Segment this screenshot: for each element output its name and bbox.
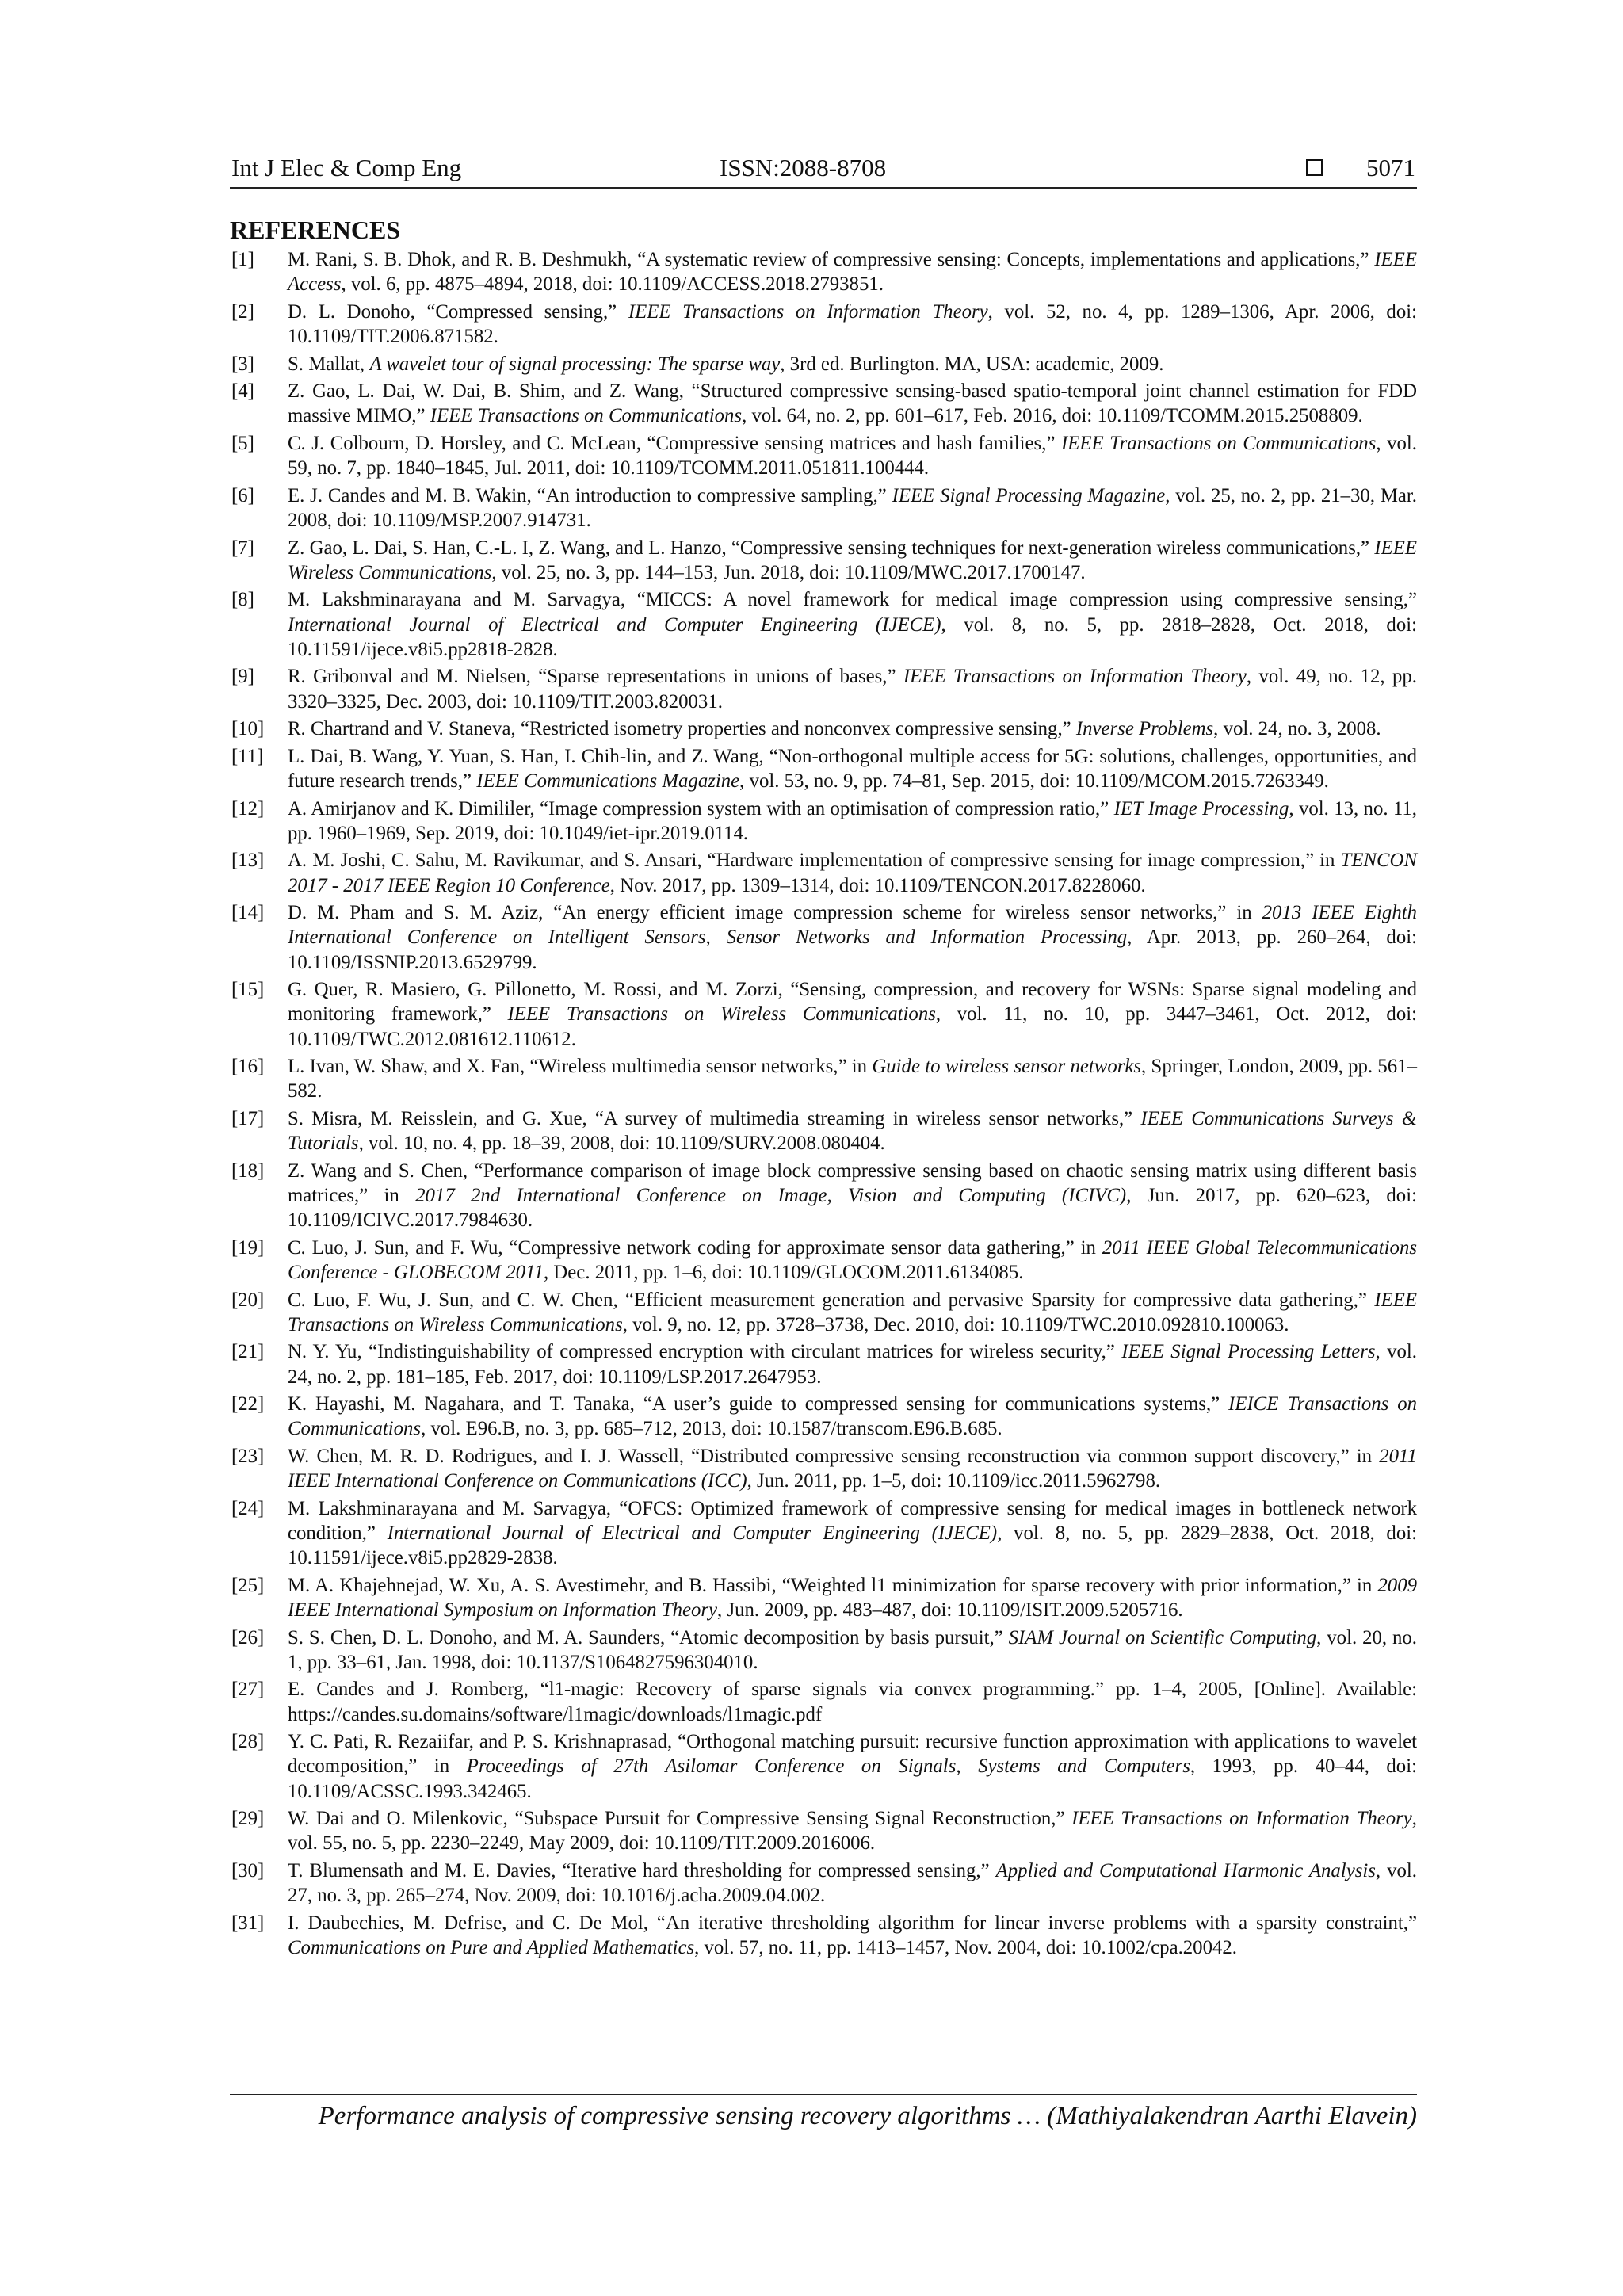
reference-segment: , Jun. 2017, pp. 620–623, doi: 10.1109/ICIVC.2017.7984630. (288, 1184, 1417, 1232)
reference-number: [6] (231, 484, 254, 506)
reference-text (288, 379, 1417, 428)
reference-text (288, 977, 1417, 1052)
reference-segment: Y. C. Pati, R. Rezaiifar, and P. S. Krishnaprasad, “Orthogonal matching pursuit: recursive function approximation with applications to wavelet decomposition,” in (288, 1731, 1417, 1778)
reference-number: [22] (231, 1393, 265, 1415)
reference-number: [2] (231, 300, 254, 323)
reference-text (288, 1392, 1417, 1441)
reference-segment: S. Mallat, (288, 353, 370, 375)
reference-segment: , vol. 27, no. 3, pp. 265–274, Nov. 2009, doi: 10.1016/j.acha.2009.04.002. (288, 1859, 1417, 1907)
reference-segment: M. Lakshminarayana and M. Sarvagya, “MICCS: A novel framework for medical image compression using compressive sensing,” (288, 589, 1417, 611)
reference-venue: 2011 IEEE Global Telecommunications Conference - GLOBECOM 2011 (288, 1236, 1417, 1283)
reference-venue: IEEE Access (288, 249, 1417, 296)
reference-segment: M. Lakshminarayana and M. Sarvagya, “OFCS: Optimized framework of compressive sensing for medical images in bottleneck network condition,” (288, 1497, 1417, 1544)
reference-segment: I. Daubechies, M. Defrise, and C. De Mol, “An iterative thresholding algorithm for linear inverse problems with a sparsity constraint,” (288, 1912, 1417, 1934)
reference-segment: , vol. 55, no. 5, pp. 2230–2249, May 2009, doi: 10.1109/TIT.2009.2016006. (288, 1808, 1417, 1855)
reference-number: [19] (231, 1236, 265, 1259)
reference-text (288, 1859, 1417, 1908)
reference-number: [18] (231, 1159, 265, 1182)
reference-segment: , vol. 13, no. 11, pp. 1960–1969, Sep. 2019, doi: 10.1049/iet-ipr.2019.0114. (288, 797, 1417, 844)
reference-segment: E. J. Candes and M. B. Wakin, “An introduction to compressive sampling,” (288, 484, 892, 506)
reference-venue: 2011 IEEE International Conference on Communications (ICC) (288, 1445, 1417, 1492)
reference-venue: Communications on Pure and Applied Mathematics (288, 1936, 695, 1958)
reference-segment: , Springer, London, 2009, pp. 561–582. (288, 1056, 1417, 1102)
reference-segment: , Jun. 2011, pp. 1–5, doi: 10.1109/icc.2011.5962798. (747, 1470, 1161, 1492)
reference-segment: , vol. 10, no. 4, pp. 18–39, 2008, doi: 10.1109/SURV.2008.080404. (358, 1133, 885, 1155)
reference-text (288, 483, 1417, 533)
reference-venue: IEEE Transactions on Information Theory (903, 666, 1247, 688)
reference-number: [10] (231, 718, 265, 740)
reference-text (288, 716, 1417, 741)
reference-segment: C. Luo, J. Sun, and F. Wu, “Compressive network coding for approximate sensor data gathering,” in (288, 1236, 1102, 1259)
reference-venue: IEEE Signal Processing Letters (1121, 1341, 1376, 1363)
reference-number: [25] (231, 1574, 265, 1596)
reference-number: [15] (231, 979, 265, 1001)
reference-text (288, 848, 1417, 897)
reference-text (288, 1159, 1417, 1233)
reference-segment: , vol. 64, no. 2, pp. 601–617, Feb. 2016, doi: 10.1109/TCOMM.2015.2508809. (742, 405, 1363, 427)
reference-segment: , 3rd ed. Burlington. MA, USA: academic, 2009. (780, 353, 1164, 375)
reference-segment: W. Chen, M. R. D. Rodrigues, and I. J. Wassell, “Distributed compressive sensing reconstruction via common support discovery,” in (288, 1445, 1380, 1467)
reference-number: [27] (231, 1679, 265, 1701)
reference-number: [16] (231, 1056, 265, 1078)
reference-venue: International Journal of Electrical and Computer Engineering (IJECE) (387, 1522, 998, 1544)
reference-venue: IEEE Transactions on Communications (430, 405, 743, 427)
reference-segment: , vol. 6, pp. 4875–4894, 2018, doi: 10.1109/ACCESS.2018.2793851. (341, 273, 884, 296)
reference-item (230, 1806, 1417, 1855)
reference-number: [9] (231, 666, 254, 688)
reference-item (230, 977, 1417, 1052)
reference-number: [31] (231, 1912, 265, 1934)
reference-text (288, 664, 1417, 713)
reference-venue: IEEE Transactions on Wireless Communications (288, 1289, 1417, 1335)
reference-item (230, 300, 1417, 349)
reference-venue: 2009 IEEE International Symposium on Information Theory (288, 1574, 1417, 1621)
reference-segment: L. Ivan, W. Shaw, and X. Fan, “Wireless multimedia sensor networks,” in (288, 1056, 873, 1078)
reference-venue: IEEE Wireless Communications (288, 537, 1417, 583)
reference-venue: SIAM Journal on Scientific Computing (1008, 1626, 1317, 1648)
reference-text (288, 1444, 1417, 1493)
reference-number: [8] (231, 589, 254, 611)
reference-text (288, 900, 1417, 975)
reference-item (230, 1496, 1417, 1571)
reference-segment: W. Dai and O. Milenkovic, “Subspace Pursuit for Compressive Sensing Signal Reconstruction,” (288, 1808, 1072, 1830)
reference-venue: Proceedings of 27th Asilomar Conference on Signals, Systems and Computers (466, 1755, 1190, 1778)
reference-segment: N. Y. Yu, “Indistinguishability of compressed encryption with circulant matrices for wireless security,” (288, 1341, 1122, 1363)
reference-item (230, 1339, 1417, 1389)
reference-segment: , vol. 57, no. 11, pp. 1413–1457, Nov. 2004, doi: 10.1002/cpa.20042. (694, 1936, 1237, 1958)
reference-segment: A. Amirjanov and K. Dimililer, “Image compression system with an optimisation of compression ratio,” (288, 797, 1114, 819)
reference-segment: , vol. 8, no. 5, pp. 2829–2838, Oct. 2018, doi: 10.11591/ijece.v8i5.pp2829-2838. (288, 1522, 1417, 1569)
reference-segment: S. Misra, M. Reisslein, and G. Xue, “A survey of multimedia streaming in wireless sensor networks,” (288, 1107, 1141, 1129)
reference-segment: , vol. 11, no. 10, pp. 3447–3461, Oct. 2012, doi: 10.1109/TWC.2012.081612.110612. (288, 1003, 1417, 1050)
page-footer: Performance analysis of compressive sensing recovery algorithms … (Mathiyalakendran Aarthi Elavein) (230, 2094, 1417, 2131)
reference-segment: , vol. 8, no. 5, pp. 2818–2828, Oct. 2018, doi: 10.11591/ijece.v8i5.pp2818-2828. (288, 613, 1417, 660)
reference-item (230, 483, 1417, 533)
reference-segment: L. Dai, B. Wang, Y. Yuan, S. Han, I. Chih-lin, and Z. Wang, “Non-orthogonal multiple access for 5G: solutions, challenges, opportunities, and future research trends,” (288, 745, 1417, 792)
reference-venue: 2013 IEEE Eighth International Conference on Intelligent Sensors, Sensor Networks and Information Processing (288, 902, 1418, 949)
reference-segment: , vol. 59, no. 7, pp. 1840–1845, Jul. 2011, doi: 10.1109/TCOMM.2011.051811.100444. (288, 432, 1417, 479)
reference-number: [24] (231, 1497, 265, 1519)
reference-text (288, 300, 1417, 349)
reference-item (230, 797, 1417, 846)
reference-item (230, 1911, 1417, 1960)
reference-text (288, 1236, 1417, 1285)
reference-segment: Z. Wang and S. Chen, “Performance comparison of image block compressive sensing based on chaotic sensing matrix using different basis matrices,” in (288, 1159, 1417, 1206)
reference-segment: , Jun. 2009, pp. 483–487, doi: 10.1109/ISIT.2009.5205716. (717, 1599, 1183, 1621)
reference-segment: , vol. 9, no. 12, pp. 3728–3738, Dec. 2010, doi: 10.1109/TWC.2010.092810.100063. (622, 1313, 1289, 1335)
reference-number: [23] (231, 1445, 265, 1467)
reference-number: [12] (231, 797, 265, 819)
reference-venue: IET Image Processing (1113, 797, 1289, 819)
reference-segment: D. M. Pham and S. M. Aziz, “An energy efficient image compression scheme for wireless sensor networks,” in (288, 902, 1262, 924)
reference-segment: A. M. Joshi, C. Sahu, M. Ravikumar, and S. Ansari, “Hardware implementation of compressive sensing for image compression,” in (288, 850, 1341, 872)
reference-segment: , vol. 24, no. 2, pp. 181–185, Feb. 2017, doi: 10.1109/LSP.2017.2647953. (288, 1341, 1417, 1388)
reference-item (230, 900, 1417, 975)
reference-segment: , vol. 25, no. 2, pp. 21–30, Mar. 2008, doi: 10.1109/MSP.2007.914731. (288, 484, 1417, 531)
reference-text (288, 1806, 1417, 1855)
journal-name: Int J Elec & Comp Eng (231, 154, 462, 181)
reference-item (230, 352, 1417, 376)
reference-item (230, 716, 1417, 741)
reference-venue: IEICE Transactions on Communications (288, 1393, 1417, 1440)
reference-number: [4] (231, 380, 254, 403)
reference-segment: C. J. Colbourn, D. Horsley, and C. McLean, “Compressive sensing matrices and hash families,” (288, 432, 1061, 454)
reference-text (288, 431, 1417, 480)
reference-segment: C. Luo, F. Wu, J. Sun, and C. W. Chen, “Efficient measurement generation and pervasive Sparsity for compressive data gathering,” (288, 1289, 1375, 1311)
reference-item (230, 247, 1417, 296)
reference-segment: , Dec. 2011, pp. 1–6, doi: 10.1109/GLOCOM.2011.6134085. (544, 1261, 1024, 1283)
reference-segment: K. Hayashi, M. Nagahara, and T. Tanaka, “A user’s guide to compressed sensing for communications systems,” (288, 1393, 1229, 1415)
reference-item (230, 1159, 1417, 1233)
reference-text (288, 1729, 1417, 1804)
reference-item (230, 1054, 1417, 1103)
reference-number: [7] (231, 537, 254, 559)
page-header (230, 152, 1417, 189)
reference-number: [21] (231, 1341, 265, 1363)
reference-text (288, 352, 1417, 376)
reference-segment: T. Blumensath and M. E. Davies, “Iterative hard thresholding for compressed sensing,” (288, 1859, 996, 1881)
reference-venue: IEEE Transactions on Communications (1060, 432, 1377, 454)
reference-item (230, 1236, 1417, 1285)
reference-item (230, 664, 1417, 713)
reference-segment: R. Chartrand and V. Staneva, “Restricted isometry properties and nonconvex compressive sensing,” (288, 718, 1076, 740)
reference-venue: IEEE Transactions on Information Theory (1071, 1808, 1412, 1830)
checkbox-square-icon (1306, 159, 1323, 176)
reference-number: [30] (231, 1859, 265, 1881)
reference-venue: International Journal of Electrical and Computer Engineering (IJECE) (288, 613, 941, 636)
reference-text (288, 587, 1417, 662)
reference-item (230, 1859, 1417, 1908)
reference-segment: R. Gribonval and M. Nielsen, “Sparse representations in unions of bases,” (288, 666, 903, 688)
reference-venue: 2017 2nd International Conference on Image, Vision and Computing (ICIVC) (415, 1184, 1127, 1206)
reference-number: [20] (231, 1289, 265, 1311)
reference-item (230, 1573, 1417, 1622)
reference-segment: M. Rani, S. B. Dhok, and R. B. Deshmukh, “A systematic review of compressive sensing: Concepts, implementations and applications,” (288, 249, 1375, 270)
reference-segment: , vol. 52, no. 4, pp. 1289–1306, Apr. 2006, doi: 10.1109/TIT.2006.871582. (288, 300, 1417, 347)
reference-text (288, 1339, 1417, 1389)
reference-text (288, 1626, 1417, 1675)
issn-label: ISSN:2088-8708 (720, 154, 887, 181)
reference-venue: Applied and Computational Harmonic Analysis (995, 1859, 1376, 1881)
reference-number: [11] (231, 745, 264, 767)
reference-segment: , Nov. 2017, pp. 1309–1314, doi: 10.1109/TENCON.2017.8228060. (609, 874, 1146, 896)
reference-item (230, 536, 1417, 585)
reference-segment: , vol. 24, no. 3, 2008. (1213, 718, 1381, 740)
reference-number: [13] (231, 850, 265, 872)
reference-segment: S. S. Chen, D. L. Donoho, and M. A. Saunders, “Atomic decomposition by basis pursuit,” (288, 1626, 1009, 1648)
reference-item (230, 1392, 1417, 1441)
reference-segment: M. A. Khajehnejad, W. Xu, A. S. Avestimehr, and B. Hassibi, “Weighted l1 minimization for sparse recovery with prior information,” in (288, 1574, 1378, 1596)
reference-item (230, 1677, 1417, 1726)
reference-segment: E. Candes and J. Romberg, “l1-magic: Recovery of sparse signals via convex programming.” pp. 1–4, 2005, [Online]. Available: https://candes.su.domains/software/l1magic/downloads/l1magic.pdf (288, 1679, 1417, 1725)
reference-item (230, 379, 1417, 428)
reference-segment: Z. Gao, L. Dai, S. Han, C.-L. I, Z. Wang, and L. Hanzo, “Compressive sensing techniques for next-generation wireless communications,” (288, 537, 1375, 559)
reference-segment: , 1993, pp. 40–44, doi: 10.1109/ACSSC.1993.342465. (288, 1755, 1417, 1802)
reference-list (230, 247, 1417, 1963)
reference-number: [17] (231, 1107, 265, 1129)
reference-venue: IEEE Transactions on Information Theory (628, 300, 988, 323)
reference-text (288, 1911, 1417, 1960)
reference-item (230, 744, 1417, 793)
reference-text (288, 1054, 1417, 1103)
reference-segment: , vol. 49, no. 12, pp. 3320–3325, Dec. 2003, doi: 10.1109/TIT.2003.820031. (288, 666, 1417, 712)
reference-number: [3] (231, 353, 254, 375)
reference-text (288, 1106, 1417, 1156)
reference-text (288, 1288, 1417, 1337)
reference-item (230, 587, 1417, 662)
reference-segment: , vol. 20, no. 1, pp. 33–61, Jan. 1998, doi: 10.1137/S1064827596304010. (288, 1626, 1417, 1673)
reference-segment: G. Quer, R. Masiero, G. Pillonetto, M. Rossi, and M. Zorzi, “Sensing, compression, and recovery for WSNs: Sparse signal modeling and monitoring framework,” (288, 979, 1417, 1026)
reference-item (230, 1729, 1417, 1804)
reference-number: [28] (231, 1731, 265, 1753)
reference-text (288, 536, 1417, 585)
page-number: 5071 (1366, 154, 1415, 181)
reference-venue: IEEE Communications Magazine (476, 770, 740, 792)
reference-venue: IEEE Communications Surveys & Tutorials (288, 1107, 1417, 1155)
reference-item (230, 1444, 1417, 1493)
references-heading: REFERENCES (230, 216, 401, 244)
reference-text (288, 744, 1417, 793)
reference-segment: , vol. 25, no. 3, pp. 144–153, Jun. 2018, doi: 10.1109/MWC.2017.1700147. (491, 561, 1086, 583)
reference-text (288, 247, 1417, 296)
reference-number: [1] (231, 249, 254, 270)
reference-venue: A wavelet tour of signal processing: The sparse way (369, 353, 781, 375)
reference-venue: IEEE Signal Processing Magazine (892, 484, 1166, 506)
reference-venue: IEEE Transactions on Wireless Communications (507, 1003, 936, 1026)
reference-text (288, 797, 1417, 846)
reference-text (288, 1573, 1417, 1622)
reference-number: [29] (231, 1808, 265, 1830)
reference-text (288, 1677, 1417, 1726)
reference-segment: , vol. E96.B, no. 3, pp. 685–712, 2013, doi: 10.1587/transcom.E96.B.685. (421, 1418, 1002, 1440)
reference-venue: Guide to wireless sensor networks (872, 1056, 1142, 1078)
reference-number: [14] (231, 902, 265, 924)
reference-item (230, 1106, 1417, 1156)
reference-venue: Inverse Problems (1075, 718, 1214, 740)
reference-number: [5] (231, 432, 254, 454)
reference-venue: TENCON 2017 - 2017 IEEE Region 10 Conference (288, 850, 1417, 896)
reference-item (230, 431, 1417, 480)
reference-segment: , vol. 53, no. 9, pp. 74–81, Sep. 2015, doi: 10.1109/MCOM.2015.7263349. (739, 770, 1329, 792)
reference-segment: , Apr. 2013, pp. 260–264, doi: 10.1109/ISSNIP.2013.6529799. (288, 926, 1418, 973)
reference-number: [26] (231, 1626, 265, 1648)
reference-item (230, 1626, 1417, 1675)
reference-item (230, 1288, 1417, 1337)
reference-segment: Z. Gao, L. Dai, W. Dai, B. Shim, and Z. Wang, “Structured compressive sensing-based spatio-temporal joint channel estimation for FDD massive MIMO,” (288, 380, 1417, 427)
reference-item (230, 848, 1417, 897)
reference-segment: D. L. Donoho, “Compressed sensing,” (288, 300, 628, 323)
reference-text (288, 1496, 1417, 1571)
